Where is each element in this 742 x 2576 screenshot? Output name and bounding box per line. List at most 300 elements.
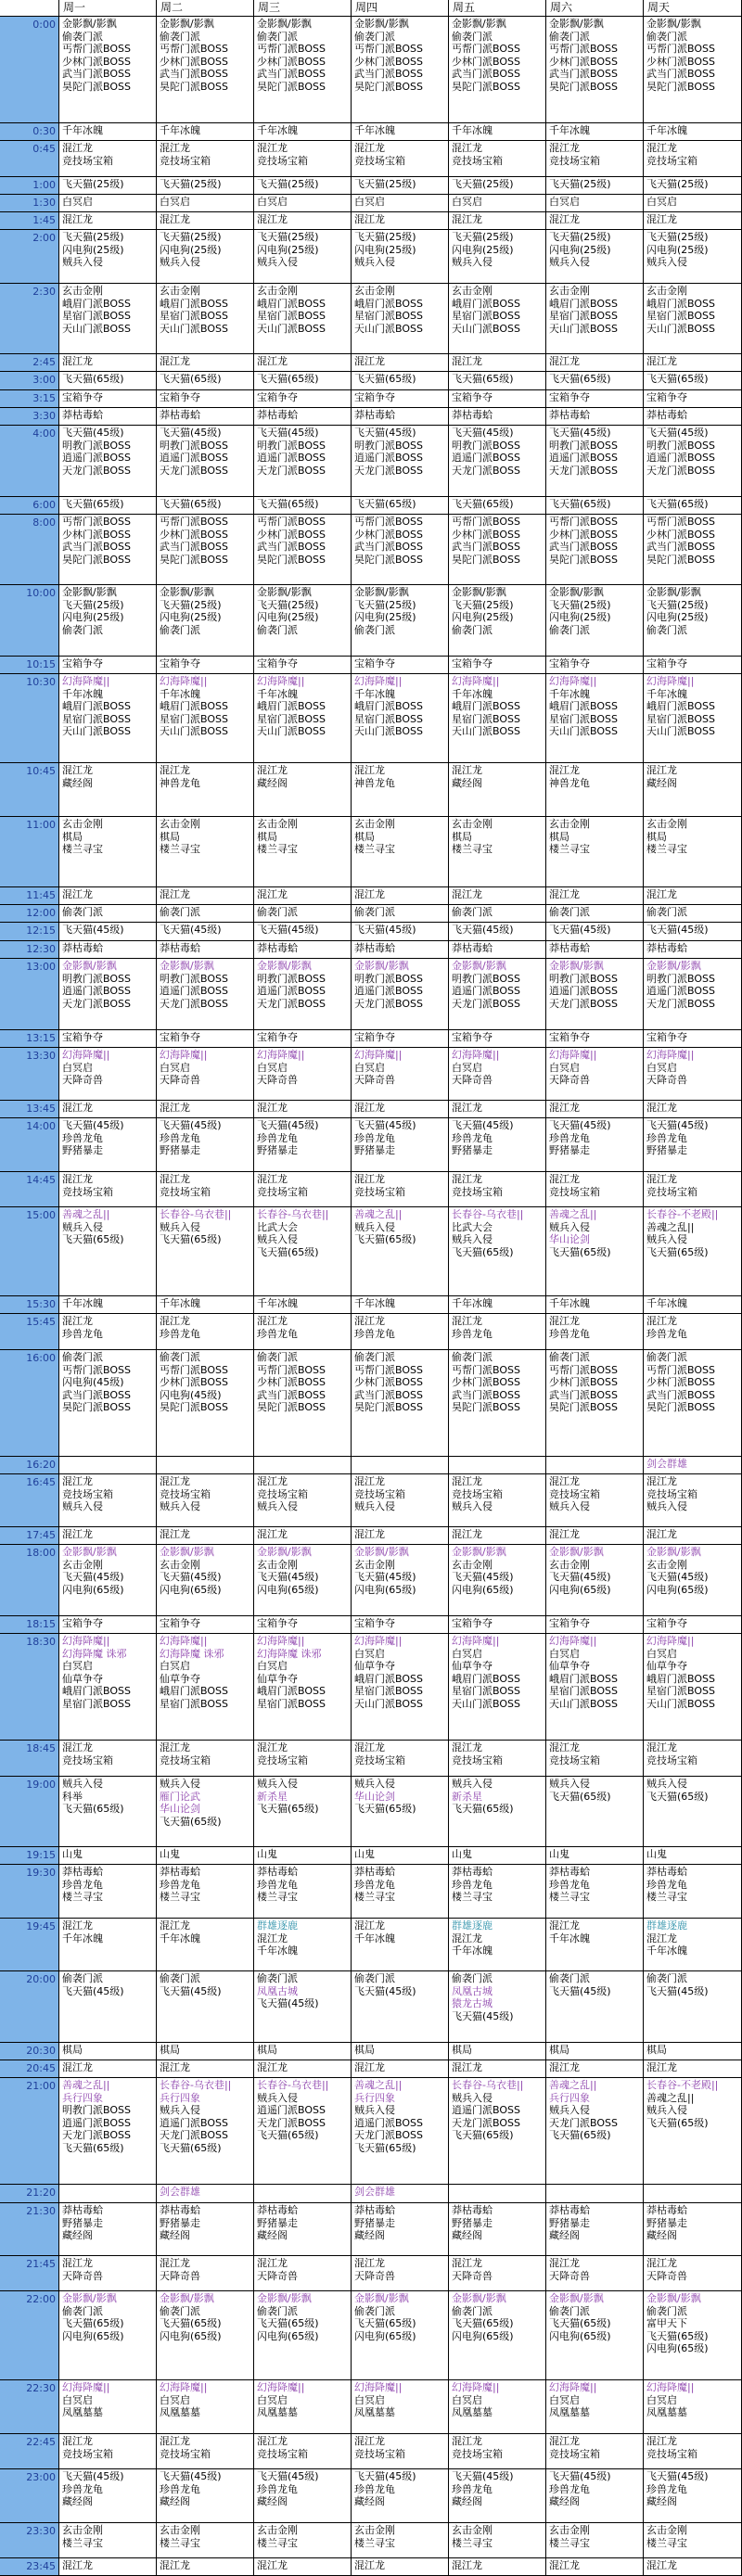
event-label: 星宿门派BOSS bbox=[354, 712, 423, 725]
schedule-cell bbox=[449, 1457, 546, 1474]
event-label: 飞天猫(45级) bbox=[257, 924, 319, 936]
event-label: 竞技场宝箱 bbox=[646, 1185, 697, 1198]
event-label: 飞天猫(65级) bbox=[62, 2317, 124, 2330]
event-label: 仙草争夺 bbox=[257, 1672, 298, 1685]
schedule-cell bbox=[352, 1350, 449, 1457]
event-label: 玄击金刚 bbox=[549, 818, 590, 830]
event-label: 飞天猫(25级) bbox=[62, 598, 124, 611]
event-label: 金影飘/影飘 bbox=[549, 960, 604, 972]
event-label: 藏经阁 bbox=[354, 2495, 385, 2508]
schedule-cell bbox=[59, 1296, 157, 1314]
event-label: 混江龙 bbox=[646, 1315, 677, 1327]
schedule-cell bbox=[546, 941, 644, 959]
event-label: 野猪暴走 bbox=[646, 2216, 687, 2229]
event-label: 星宿门派BOSS bbox=[354, 1685, 423, 1698]
event-label: 闪电狗(25级) bbox=[549, 611, 611, 624]
schedule-cell bbox=[157, 515, 254, 585]
schedule-cell bbox=[254, 426, 352, 497]
event-label: 少林门派BOSS bbox=[646, 1376, 715, 1389]
event-label: 竞技场宝箱 bbox=[549, 1487, 600, 1500]
event-label: 凤凰墓墓 bbox=[354, 2406, 395, 2419]
event-label: 混江龙 bbox=[452, 1932, 482, 1945]
schedule-cell bbox=[352, 284, 449, 354]
event-label: 白冥启 bbox=[62, 1061, 93, 1074]
schedule-cell bbox=[352, 2469, 449, 2523]
schedule-cell bbox=[449, 515, 546, 585]
event-label: 天山门派BOSS bbox=[646, 322, 715, 335]
event-label: 飞天猫(65级) bbox=[646, 498, 709, 510]
event-label: 长春谷-不老殿|| bbox=[646, 2079, 719, 2091]
schedule-cell bbox=[157, 2469, 254, 2523]
event-label: 野猪暴走 bbox=[549, 2216, 590, 2229]
event-label: 飞天猫(45级) bbox=[354, 1984, 416, 1997]
schedule-cell bbox=[254, 1919, 352, 1971]
event-label: 群雄逐鹿 bbox=[646, 1919, 687, 1932]
event-label: 莽枯毒蛤 bbox=[257, 2204, 298, 2216]
event-label: 昊陀门派BOSS bbox=[160, 1401, 228, 1414]
event-label: 新杀星 bbox=[452, 1790, 482, 1803]
event-label: 棋局 bbox=[646, 2044, 667, 2056]
event-label: 金影飘/影飘 bbox=[646, 2292, 701, 2304]
schedule-cell bbox=[449, 2203, 546, 2256]
event-label: 竞技场宝箱 bbox=[452, 2447, 503, 2460]
event-label: 天降奇兽 bbox=[160, 1074, 200, 1087]
schedule-cell bbox=[644, 2380, 742, 2434]
header-day-4: 周四 bbox=[352, 0, 449, 17]
schedule-cell bbox=[352, 1545, 449, 1616]
event-label: 丐帮门派BOSS bbox=[549, 43, 618, 56]
event-label: 棋局 bbox=[257, 830, 277, 843]
event-label: 珍兽龙龟 bbox=[160, 2482, 200, 2495]
event-label: 逍遥门派BOSS bbox=[257, 2104, 326, 2117]
schedule-cell bbox=[59, 1207, 157, 1296]
time-slot bbox=[0, 2256, 59, 2291]
event-label: 逍遥门派BOSS bbox=[257, 452, 326, 465]
schedule-cell bbox=[644, 923, 742, 941]
schedule-cell bbox=[352, 1457, 449, 1474]
schedule-cell bbox=[644, 1101, 742, 1118]
event-label: 飞天猫(25级) bbox=[354, 598, 416, 611]
event-label: 混江龙 bbox=[257, 142, 288, 154]
schedule-cell bbox=[157, 354, 254, 372]
event-label: 昊陀门派BOSS bbox=[354, 80, 423, 93]
event-label: 幻海降魔|| bbox=[452, 675, 500, 687]
event-label: 天龙门派BOSS bbox=[354, 997, 423, 1010]
time-slot bbox=[0, 1474, 59, 1527]
time-label: 19:30 bbox=[26, 1867, 56, 1879]
event-label: 少林门派BOSS bbox=[452, 55, 520, 68]
event-label: 竞技场宝箱 bbox=[62, 1487, 113, 1500]
event-label: 峨眉门派BOSS bbox=[62, 1685, 131, 1698]
event-label: 混江龙 bbox=[257, 2257, 288, 2269]
schedule-cell bbox=[254, 2060, 352, 2078]
schedule-cell bbox=[59, 1545, 157, 1616]
event-label: 飞天猫(65级) bbox=[160, 1815, 222, 1828]
event-label: 藏经阁 bbox=[646, 776, 677, 789]
event-label: 金影飘/影飘 bbox=[160, 960, 214, 972]
schedule-cell bbox=[644, 1777, 742, 1847]
schedule-cell bbox=[157, 1030, 254, 1048]
event-label: 混江龙 bbox=[549, 2435, 580, 2447]
event-label: 逍遥门派BOSS bbox=[62, 985, 131, 998]
event-label: 混江龙 bbox=[452, 2435, 482, 2447]
header-day-2: 周二 bbox=[157, 0, 254, 17]
event-label: 玄击金刚 bbox=[62, 818, 103, 830]
event-label: 星宿门派BOSS bbox=[62, 1697, 131, 1710]
schedule-cell bbox=[546, 1634, 644, 1741]
schedule-cell bbox=[157, 2523, 254, 2558]
event-label: 混江龙 bbox=[354, 213, 385, 225]
event-label: 峨眉门派BOSS bbox=[160, 297, 228, 310]
schedule-cell bbox=[59, 354, 157, 372]
schedule-cell bbox=[59, 1350, 157, 1457]
time-label: 23:30 bbox=[26, 2525, 56, 2537]
schedule-cell bbox=[449, 2078, 546, 2185]
event-label: 白冥启 bbox=[354, 1647, 385, 1660]
schedule-cell bbox=[352, 674, 449, 763]
event-label: 飞天猫(45级) bbox=[160, 1984, 222, 1997]
event-label: 飞天猫(65级) bbox=[549, 1245, 611, 1258]
time-label: 10:30 bbox=[26, 676, 56, 688]
time-label: 19:45 bbox=[26, 1920, 56, 1932]
event-label: 天山门派BOSS bbox=[62, 725, 131, 738]
schedule-cell bbox=[157, 1741, 254, 1777]
event-label: 金影飘/影飘 bbox=[646, 960, 701, 972]
event-label: 武当门派BOSS bbox=[452, 541, 520, 554]
event-label: 峨眉门派BOSS bbox=[646, 700, 715, 713]
schedule-cell bbox=[59, 1634, 157, 1741]
event-label: 逍遥门派BOSS bbox=[646, 452, 715, 465]
event-label: 飞天猫(65级) bbox=[452, 1245, 514, 1258]
event-label: 飞天猫(65级) bbox=[354, 1233, 416, 1246]
event-label: 混江龙 bbox=[549, 213, 580, 225]
schedule-cell bbox=[157, 17, 254, 123]
event-label: 山鬼 bbox=[160, 1848, 180, 1860]
schedule-cell bbox=[644, 2256, 742, 2291]
event-label: 莽枯毒蛤 bbox=[549, 2204, 590, 2216]
event-label: 白冥启 bbox=[354, 2393, 385, 2406]
event-label: 飞天猫(45级) bbox=[646, 1984, 709, 1997]
event-label: 飞天猫(45级) bbox=[257, 2470, 319, 2482]
event-label: 少林门派BOSS bbox=[452, 1376, 520, 1389]
schedule-cell bbox=[546, 177, 644, 195]
event-label: 竞技场宝箱 bbox=[257, 1487, 308, 1500]
schedule-cell bbox=[449, 1296, 546, 1314]
event-label: 混江龙 bbox=[452, 1475, 482, 1487]
event-label: 楼兰寻宝 bbox=[62, 2536, 103, 2549]
schedule-cell bbox=[644, 1741, 742, 1777]
event-label: 玄击金刚 bbox=[354, 1558, 395, 1571]
event-label: 飞天猫(45级) bbox=[452, 1571, 514, 1584]
event-label: 混江龙 bbox=[257, 2559, 288, 2571]
time-label: 11:00 bbox=[26, 819, 56, 831]
event-label: 玄击金刚 bbox=[257, 2524, 298, 2536]
event-label: 千年冰魄 bbox=[549, 1297, 590, 1309]
event-label: 混江龙 bbox=[549, 142, 580, 154]
schedule-cell bbox=[644, 1527, 742, 1545]
event-label: 天降奇兽 bbox=[452, 2269, 493, 2282]
event-label: 莽枯毒蛤 bbox=[160, 2204, 200, 2216]
event-label: 幻海降魔|| bbox=[549, 675, 597, 687]
event-label: 飞天猫(45级) bbox=[160, 1571, 222, 1584]
event-label: 飞天猫(45级) bbox=[354, 427, 416, 439]
event-label: 闪电狗(65级) bbox=[62, 1583, 124, 1596]
event-label: 混江龙 bbox=[354, 355, 385, 367]
time-label: 14:45 bbox=[26, 1174, 56, 1186]
event-label: 珍兽龙龟 bbox=[62, 1131, 103, 1144]
schedule-cell bbox=[254, 141, 352, 177]
event-label: 野猪暴走 bbox=[160, 1144, 200, 1157]
schedule-cell bbox=[59, 1847, 157, 1865]
schedule-cell bbox=[254, 1527, 352, 1545]
event-label: 贼兵入侵 bbox=[257, 256, 298, 269]
schedule-cell bbox=[352, 923, 449, 941]
schedule-cell bbox=[157, 1207, 254, 1296]
event-label: 飞天猫(45级) bbox=[62, 427, 124, 439]
event-label: 武当门派BOSS bbox=[257, 1388, 326, 1401]
event-label: 宝箱争夺 bbox=[549, 1617, 590, 1629]
event-label: 少林门派BOSS bbox=[549, 55, 618, 68]
event-label: 珍兽龙龟 bbox=[160, 1131, 200, 1144]
event-label: 藏经阁 bbox=[160, 2229, 190, 2242]
event-label: 逍遥门派BOSS bbox=[354, 2116, 423, 2129]
schedule-cell bbox=[644, 515, 742, 585]
time-label: 19:00 bbox=[26, 1779, 56, 1791]
schedule-cell bbox=[546, 2291, 644, 2380]
schedule-cell bbox=[254, 17, 352, 123]
schedule-cell bbox=[644, 1545, 742, 1616]
schedule-cell bbox=[546, 2434, 644, 2469]
event-label: 贼兵入侵 bbox=[549, 1500, 590, 1513]
schedule-cell bbox=[59, 674, 157, 763]
event-label: 逍遥门派BOSS bbox=[452, 2104, 520, 2117]
event-label: 幻海降魔|| bbox=[549, 1635, 597, 1647]
schedule-cell bbox=[352, 585, 449, 657]
schedule-cell bbox=[449, 372, 546, 390]
schedule-cell bbox=[157, 2558, 254, 2576]
event-label: 武当门派BOSS bbox=[354, 68, 423, 81]
event-label: 偷袭门派 bbox=[257, 1972, 298, 1984]
event-label: 昊陀门派BOSS bbox=[257, 80, 326, 93]
event-label: 偷袭门派 bbox=[452, 1351, 493, 1363]
schedule-cell bbox=[644, 657, 742, 674]
event-label: 飞天猫(45级) bbox=[257, 1571, 319, 1584]
event-label: 贼兵入侵 bbox=[452, 1778, 493, 1790]
event-label: 混江龙 bbox=[646, 2435, 677, 2447]
event-label: 贼兵入侵 bbox=[160, 1500, 200, 1513]
event-label: 飞天猫(45级) bbox=[354, 1571, 416, 1584]
event-label: 飞天猫(25级) bbox=[257, 231, 319, 243]
schedule-cell bbox=[449, 1777, 546, 1847]
event-label: 星宿门派BOSS bbox=[646, 310, 715, 323]
schedule-cell bbox=[644, 1474, 742, 1527]
time-slot bbox=[0, 657, 59, 674]
event-label: 天降奇兽 bbox=[160, 2269, 200, 2282]
event-label: 莽枯毒蛤 bbox=[62, 942, 103, 954]
event-label: 昊陀门派BOSS bbox=[549, 1401, 618, 1414]
schedule-cell bbox=[254, 2043, 352, 2060]
schedule-cell bbox=[449, 941, 546, 959]
time-slot bbox=[0, 1545, 59, 1616]
time-slot bbox=[0, 1172, 59, 1207]
event-label: 玄击金刚 bbox=[257, 285, 298, 297]
event-label: 闪电狗(65级) bbox=[160, 1583, 222, 1596]
schedule-cell bbox=[644, 1634, 742, 1741]
event-label: 千年冰魄 bbox=[257, 1945, 298, 1958]
event-label: 飞天猫(45级) bbox=[354, 1119, 416, 1131]
event-label: 金影飘/影飘 bbox=[160, 2292, 214, 2304]
event-label: 星宿门派BOSS bbox=[160, 1697, 228, 1710]
time-slot bbox=[0, 1118, 59, 1172]
event-label: 飞天猫(45级) bbox=[62, 1984, 124, 1997]
schedule-cell bbox=[546, 1919, 644, 1971]
event-label: 千年冰魄 bbox=[452, 1945, 493, 1958]
event-label: 珍兽龙龟 bbox=[646, 1878, 687, 1891]
event-label: 飞天猫(25级) bbox=[257, 178, 319, 190]
schedule-cell bbox=[157, 2185, 254, 2203]
event-label: 偷袭门派 bbox=[354, 1351, 395, 1363]
schedule-cell bbox=[157, 1457, 254, 1474]
event-label: 混江龙 bbox=[62, 1102, 93, 1114]
event-label: 莽枯毒蛤 bbox=[160, 1866, 200, 1878]
time-label: 16:00 bbox=[26, 1352, 56, 1364]
schedule-cell bbox=[644, 408, 742, 426]
event-label: 闪电狗(65级) bbox=[354, 2329, 416, 2342]
schedule-cell bbox=[59, 1314, 157, 1350]
event-label: 千年冰魄 bbox=[62, 124, 103, 136]
schedule-cell bbox=[644, 2558, 742, 2576]
time-slot bbox=[0, 408, 59, 426]
schedule-cell bbox=[254, 941, 352, 959]
event-label: 玄击金刚 bbox=[160, 285, 200, 297]
schedule-cell bbox=[352, 2380, 449, 2434]
event-label: 幻海降魔|| bbox=[549, 2381, 597, 2393]
event-label: 猿龙古城 bbox=[452, 1997, 493, 2010]
event-label: 玄击金刚 bbox=[646, 2524, 687, 2536]
event-label: 竞技场宝箱 bbox=[549, 1185, 600, 1198]
schedule-cell bbox=[352, 1296, 449, 1314]
schedule-cell bbox=[254, 1048, 352, 1101]
event-label: 藏经阁 bbox=[646, 2495, 677, 2508]
event-label: 玄击金刚 bbox=[257, 818, 298, 830]
event-label: 珍兽龙龟 bbox=[452, 1131, 493, 1144]
event-label: 飞天猫(65级) bbox=[549, 2129, 611, 2142]
event-label: 少林门派BOSS bbox=[257, 1376, 326, 1389]
schedule-cell bbox=[254, 674, 352, 763]
time-slot bbox=[0, 17, 59, 123]
event-label: 少林门派BOSS bbox=[160, 55, 228, 68]
schedule-cell bbox=[157, 1847, 254, 1865]
event-label: 丐帮门派BOSS bbox=[160, 1363, 228, 1376]
schedule-cell bbox=[546, 515, 644, 585]
event-label: 千年冰魄 bbox=[354, 687, 395, 700]
schedule-cell bbox=[59, 1030, 157, 1048]
event-label: 珍兽龙龟 bbox=[354, 1878, 395, 1891]
schedule-cell bbox=[59, 1048, 157, 1101]
event-label: 混江龙 bbox=[354, 2061, 385, 2073]
event-label: 闪电狗(25级) bbox=[646, 611, 709, 624]
event-label: 竞技场宝箱 bbox=[646, 1487, 697, 1500]
event-label: 贼兵入侵 bbox=[354, 256, 395, 269]
time-slot bbox=[0, 141, 59, 177]
event-label: 闪电狗(25级) bbox=[62, 611, 124, 624]
schedule-cell bbox=[644, 497, 742, 515]
event-label: 偷袭门派 bbox=[646, 1351, 687, 1363]
event-label: 善魂之乱|| bbox=[646, 2091, 695, 2104]
event-label: 白冥启 bbox=[646, 1647, 677, 1660]
schedule-cell bbox=[352, 1118, 449, 1172]
event-label: 明教门派BOSS bbox=[549, 439, 618, 452]
event-label: 白冥启 bbox=[257, 2393, 288, 2406]
event-label: 明教门派BOSS bbox=[646, 439, 715, 452]
event-label: 闪电狗(25级) bbox=[160, 243, 222, 256]
time-slot bbox=[0, 1527, 59, 1545]
event-label: 混江龙 bbox=[354, 1919, 385, 1932]
event-label: 偷袭门派 bbox=[646, 2304, 687, 2317]
schedule-cell bbox=[546, 1457, 644, 1474]
event-label: 莽枯毒蛤 bbox=[452, 409, 493, 421]
schedule-cell bbox=[644, 1350, 742, 1457]
schedule-cell bbox=[59, 1474, 157, 1527]
event-label: 玄击金刚 bbox=[160, 1558, 200, 1571]
time-slot bbox=[0, 426, 59, 497]
schedule-cell bbox=[644, 1118, 742, 1172]
event-label: 白冥启 bbox=[160, 2393, 190, 2406]
schedule-cell bbox=[449, 1634, 546, 1741]
event-label: 贼兵入侵 bbox=[549, 1220, 590, 1233]
event-label: 贼兵入侵 bbox=[354, 1778, 395, 1790]
event-label: 峨眉门派BOSS bbox=[354, 700, 423, 713]
event-label: 偷袭门派 bbox=[354, 1972, 395, 1984]
schedule-cell bbox=[546, 123, 644, 141]
event-label: 善魂之乱|| bbox=[646, 1220, 695, 1233]
event-label: 武当门派BOSS bbox=[257, 68, 326, 81]
event-label: 珍兽龙龟 bbox=[354, 2482, 395, 2495]
event-label: 宝箱争夺 bbox=[62, 1031, 103, 1043]
event-label: 武当门派BOSS bbox=[160, 541, 228, 554]
event-label: 混江龙 bbox=[62, 764, 93, 776]
event-label: 昊陀门派BOSS bbox=[452, 1401, 520, 1414]
time-label: 4:00 bbox=[32, 427, 56, 440]
schedule-cell bbox=[546, 959, 644, 1030]
schedule-cell bbox=[157, 1919, 254, 1971]
event-label: 混江龙 bbox=[160, 2257, 190, 2269]
time-label: 15:00 bbox=[26, 1209, 56, 1221]
event-label: 峨眉门派BOSS bbox=[549, 297, 618, 310]
event-label: 宝箱争夺 bbox=[354, 1031, 395, 1043]
event-label: 宝箱争夺 bbox=[354, 657, 395, 670]
event-label: 飞天猫(65级) bbox=[62, 1233, 124, 1246]
schedule-cell bbox=[254, 212, 352, 230]
schedule-cell bbox=[254, 1172, 352, 1207]
event-label: 贼兵入侵 bbox=[646, 256, 687, 269]
event-label: 玄击金刚 bbox=[160, 2524, 200, 2536]
event-label: 混江龙 bbox=[62, 2435, 93, 2447]
schedule-cell bbox=[254, 817, 352, 887]
event-label: 竞技场宝箱 bbox=[160, 1487, 211, 1500]
time-label: 17:45 bbox=[26, 1529, 56, 1541]
event-label: 峨眉门派BOSS bbox=[549, 700, 618, 713]
event-label: 珍兽龙龟 bbox=[549, 1131, 590, 1144]
schedule-cell bbox=[352, 941, 449, 959]
event-label: 峨眉门派BOSS bbox=[62, 700, 131, 713]
schedule-cell bbox=[546, 1118, 644, 1172]
event-label: 混江龙 bbox=[549, 1741, 580, 1753]
time-label: 18:15 bbox=[26, 1618, 56, 1630]
event-label: 新杀星 bbox=[257, 1790, 288, 1803]
event-label: 武当门派BOSS bbox=[549, 68, 618, 81]
event-label: 偷袭门派 bbox=[160, 2304, 200, 2317]
